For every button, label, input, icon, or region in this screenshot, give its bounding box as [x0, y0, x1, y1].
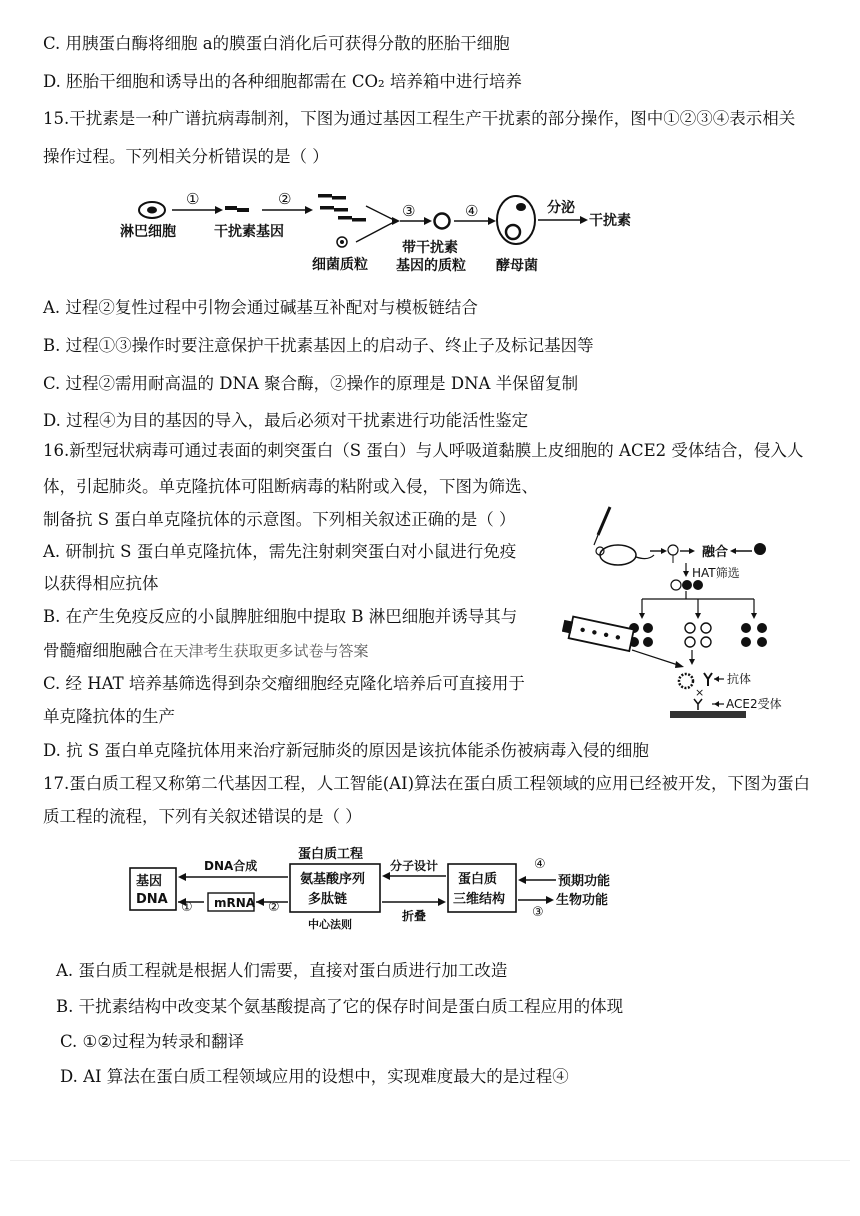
interferon-gene-label: 干扰素基因 — [214, 224, 284, 240]
recombinant-label-1: 带干扰素 — [402, 240, 458, 256]
question-15-stem: 15.干扰素是一种广谱抗病毒制剂，下图为通过基因工程生产干扰素的部分操作，图中①②③④表示相关 — [43, 109, 796, 128]
question-16-stem: 16.新型冠状病毒可通过表面的刺突蛋白（S 蛋白）与人呼吸道黏膜上皮细胞的 ACE2 受体结合，侵入人 — [43, 441, 804, 460]
q15-option-a: A. 过程②复性过程中引物会通过碱基互补配对与模板链结合 — [43, 298, 478, 317]
cell-membrane — [670, 711, 746, 718]
protein-engineering-label: 蛋白质工程 — [298, 847, 364, 862]
q17-option-b: B. 干扰素结构中改变某个氨基酸提高了它的保存时间是蛋白质工程应用的体现 — [56, 997, 624, 1016]
q16-option-d: D. 抗 S 蛋白单克隆抗体用来治疗新冠肺炎的原因是该抗体能杀伤被病毒入侵的细胞 — [43, 741, 649, 760]
q15-option-c: C. 过程②需用耐高温的 DNA 聚合酶，②操作的原理是 DNA 半保留复制 — [43, 374, 579, 393]
mrna-label: mRNA — [214, 896, 256, 910]
question-16-stem-cont2: 制备抗 S 蛋白单克隆抗体的示意图。下列相关叙述正确的是（ ） — [43, 510, 516, 529]
molecular-design-label: 分子设计 — [390, 859, 439, 873]
step-4-label-17: ④ — [534, 857, 546, 872]
question-16-stem-cont: 体，引起肺炎。单克隆抗体可阻断病毒的粘附或入侵，下图为筛选、 — [43, 477, 538, 496]
watermark-text: 在天津考生获取更多试卷与答案 — [158, 642, 369, 660]
recombinant-plasmid — [435, 214, 450, 229]
step-3-label: ③ — [402, 202, 416, 220]
yeast-cell — [497, 196, 535, 244]
protein-label: 蛋白质 — [458, 872, 498, 887]
figure-16-monoclonal-antibody — [562, 505, 802, 727]
ace2-receptor-label: ACE2受体 — [726, 697, 782, 711]
hat-selection-label: HAT筛选 — [692, 566, 740, 580]
step-2-label-17: ② — [268, 900, 280, 915]
recombinant-label-2: 基因的质粒 — [396, 258, 466, 274]
option-c-q14: C. 用胰蛋白酶将细胞 a的膜蛋白消化后可获得分散的胚胎干细胞 — [43, 34, 510, 53]
secrete-label: 分泌 — [547, 200, 575, 216]
option-d-q14: D. 胚胎干细胞和诱导出的各种细胞都需在 CO₂ 培养箱中进行培养 — [43, 72, 522, 91]
central-dogma-label: 中心法则 — [308, 918, 352, 931]
q16-option-b-1: B. 在产生免疫反应的小鼠脾脏细胞中提取 B 淋巴细胞并诱导其与 — [43, 607, 518, 626]
lymphocyte-label: 淋巴细胞 — [120, 224, 176, 240]
q17-option-c: C. ①②过程为转录和翻译 — [60, 1032, 245, 1051]
question-15-stem-cont: 操作过程。下列相关分析错误的是（ ） — [43, 147, 329, 166]
plasmid-label: 细菌质粒 — [312, 257, 368, 273]
fusion-label: 融合 — [702, 545, 729, 560]
q15-option-d: D. 过程④为目的基因的导入，最后必须对干扰素进行功能活性鉴定 — [43, 411, 529, 430]
q16-option-b-2-text: 骨髓瘤细胞融合 — [43, 641, 159, 660]
gene-dna-label-2: DNA — [136, 892, 168, 907]
figure-15-interferon-process — [120, 184, 680, 280]
dna-synthesis-label: DNA合成 — [204, 859, 258, 873]
page-bottom-rule — [10, 1160, 850, 1161]
polypeptide-label: 多肽链 — [308, 892, 348, 907]
step-1-label: ① — [186, 190, 200, 208]
expected-function-label: 预期功能 — [558, 874, 611, 889]
q16-option-b-2 — [43, 640, 369, 662]
antibody-label: 抗体 — [727, 672, 752, 686]
mouse-icon — [600, 545, 636, 565]
hybridoma-wells — [629, 623, 767, 647]
3d-structure-label: 三维结构 — [453, 892, 506, 907]
virus-icon — [679, 674, 693, 688]
question-17-stem: 17.蛋白质工程又称第二代基因工程，人工智能(AI)算法在蛋白质工程领域的应用已经被开发，下图为蛋白 — [43, 774, 811, 793]
figure-17-protein-engineering — [128, 844, 628, 934]
step-1-label-17: ① — [181, 900, 193, 915]
q17-option-d: D. AI 算法在蛋白质工程领域应用的设想中，实现难度最大的是过程④ — [60, 1067, 569, 1086]
step-3-label-17: ③ — [532, 905, 544, 920]
svg-text:×: × — [695, 686, 705, 699]
question-17-stem-cont: 质工程的流程，下列有关叙述错误的是（ ） — [43, 807, 362, 826]
q16-option-c-1: C. 经 HAT 培养基筛选得到杂交瘤细胞经克隆化培养后可直接用于 — [43, 674, 525, 693]
folding-label: 折叠 — [402, 909, 427, 923]
gene-dna-label-1: 基因 — [136, 874, 163, 889]
culture-flask — [562, 615, 634, 651]
bio-function-label: 生物功能 — [556, 893, 609, 908]
q15-option-b: B. 过程①③操作时要注意保护干扰素基因上的启动子、终止子及标记基因等 — [43, 336, 594, 355]
step-4-label: ④ — [465, 202, 479, 220]
q17-option-a: A. 蛋白质工程就是根据人们需要，直接对蛋白质进行加工改造 — [56, 961, 508, 980]
aa-sequence-label: 氨基酸序列 — [300, 872, 366, 887]
interferon-product-label: 干扰素 — [589, 213, 631, 229]
step-2-label: ② — [278, 190, 292, 208]
yeast-label: 酵母菌 — [496, 258, 538, 274]
q16-option-a-2: 以获得相应抗体 — [43, 574, 159, 593]
q16-option-a-1: A. 研制抗 S 蛋白单克隆抗体，需先注射刺突蛋白对小鼠进行免疫 — [43, 542, 517, 561]
q16-option-c-2: 单克隆抗体的生产 — [43, 707, 175, 726]
